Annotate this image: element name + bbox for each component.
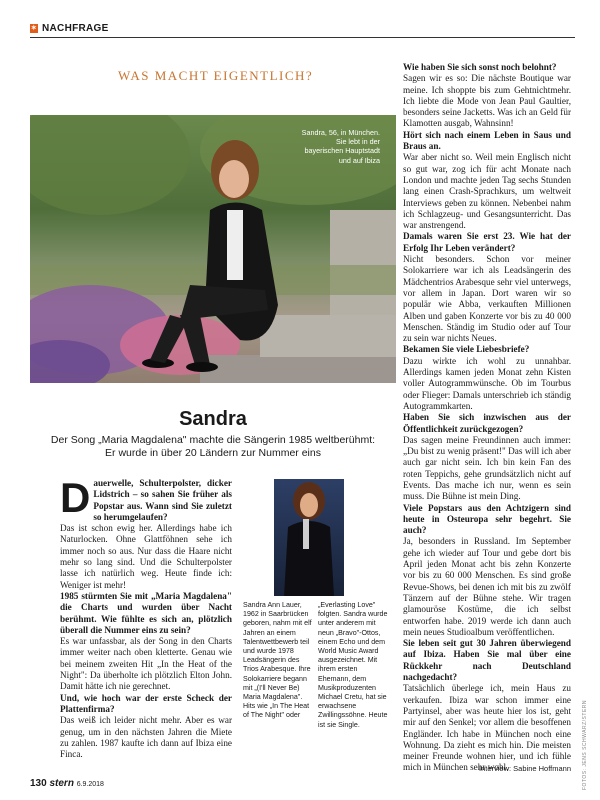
issue-date: 6.9.2018 [76,781,104,788]
question: Und, wie hoch war der erste Scheck der Plattenfirma? [60,692,232,714]
performer-photo [274,479,344,596]
answer: Das ist schon ewig her. Allerdings habe ich Naturlocken. Ohne Glattföhnen sehe ich immer noch so aus. Nur dass die Haare nicht mehr so lang sind. Und die Schulterpolster lasse ich natürlich weg. Heute finde ich: Weniger ist mehr! [60,523,232,590]
interview-credit: Interview: Sabine Hoffmann [479,764,571,773]
question: Damals waren Sie erst 23. Wie hat der Erfolg Ihr Leben verändert? [403,231,571,253]
right-column [403,62,571,774]
answer: Tatsächlich überlege ich, mein Haus zu verkaufen. Ibiza war schon immer eine Partyinsel, aber was heute hier los ist, geht mir auf den Senkel; vor allem die besoffenen Engländer. Ich habe in München noch eine Wohnung. Da zieht es mich hin. Die meisten meiner Freunde wohnen hier, und ich fühle mich in München sehr wohl. [403,683,571,773]
page-footer [30,778,104,789]
answer: Es war unfassbar, als der Song in den Charts immer weiter nach oben kletterte. Genau wie bei meinem zweiten Hit „In the Heat of the Night": Da überholte ich plötzlich Elton John. Damit hätte ich nie gerechnet. [60,636,232,692]
photo-credit [582,620,592,790]
answer: Das weiß ich leider nicht mehr. Aber es war genug, um in den nächsten Jahren die Miete zu zahlen. 1987 kaufte ich dann auf Ibiza eine Finca. [60,715,232,760]
dropcap: D [60,474,91,521]
answer: Das sagen meine Freundinnen auch immer: „Du bist zu wenig präsent!" Das will ich aber auch gar nicht sein. Ich bin kein Fan des roten Teppichs, gehe grundsätzlich nicht auf Events. Das mache ich nur, wenn es sein muss. Die Bühne ist mein Ding. [403,434,571,502]
bio-text-1: Sandra Ann Lauer, 1962 in Saarbrücken geboren, nahm mit elf Jahren an einem Talentwettbewerb teil und wurde 1978 Leadsängerin des Trios Arabesque. Ihre Solokarriere begann mit „(I'll Never Be) Maria Magdalena". Hits wie „In The Heat of The Night" oder [243,601,312,720]
answer: Nicht besonders. Schon vor meiner Solokarriere war ich als Leadsängerin des Mädchentrios Arabesque sehr viel unterwegs, vor allem in Japan. Dort waren wir so populär wie Abba, verkauften Millionen Alben und gaben Konzerte vor bis zu 40 000 Menschen. Ständig im Studio oder auf Tour zu sein war nichts Neues. [403,254,571,344]
article-title: Sandra [179,408,247,430]
bio-text-2: „Everlasting Love" folgten. Sandra wurde unter anderem mit neun „Bravo"-Ottos, einem Echo und dem World Music Award ausgezeichnet. Mit ihrem ersten Ehemann, dem Musikproduzenten Michael Cretu, hat sie erwachsene Zwillingssöhne. Heute ist sie Single. [318,601,388,729]
section-header [30,23,109,34]
question: 1985 stürmten Sie mit „Maria Magdalena" die Charts und wurden über Nacht berühmt. Wie fühlte es sich an, plötzlich überall die Nummer eins zu sein? [60,590,232,635]
header-rule [30,37,575,38]
photo-credit-text: FOTOS: JENS SCHWARZ/STERN [582,699,588,790]
question: Haben Sie sich inzwischen aus der Öffentlichkeit zurückgezogen? [403,412,571,434]
question: Hört sich nach einem Leben in Saus und Braus an. [403,129,571,152]
answer: Sagen wir es so: Die nächste Boutique war meine. Ich shoppte bis zum Gehtnichtmehr. Ich liebte die Mode von Jean Paul Gaultier, besonders seine Jacketts. Was ich an Geld für Klamotten ausgab, Wahnsinn! [403,73,571,129]
section-label: NACHFRAGE [42,23,109,34]
answer: War aber nicht so. Weil mein Englisch nicht so gut war, zog ich für acht Monate nach London und machte jeden Tag sechs Stunden lang einen Crash-Sprachkurs, um weltweit Interviews geben zu können. Nebenbei nahm ich Schlagzeug- und Gesangsunterricht. Das war anstrengend. [403,152,571,231]
question: Wie haben Sie sich sonst noch belohnt? [403,62,557,72]
article-subtitle: Der Song „Maria Magdalena" machte die Sängerin 1985 weltberühmt: Er wurde in über 20 Ländern zur Nummer eins [50,434,376,459]
performer-illustration [274,479,344,596]
kicker: WAS MACHT EIGENTLICH? [118,68,314,83]
question: Bekamen Sie viele Liebesbriefe? [403,344,530,355]
left-column [60,474,232,760]
photo-caption: Sandra, 56, in München. Sie lebt in der bayerischen Hauptstadt und auf Ibiza [301,128,380,165]
question: Viele Popstars aus den Achtzigern sind heute in Osteuropa sehr begehrt. Sie auch? [403,502,571,536]
question: auerwelle, Schulterpolster, dicker Lidstrich – so sahen Sie früher als Popstar aus. Wann sind Sie zuletzt so herumgelaufen? [93,478,232,522]
answer: Ja, besonders in Russland. Im September gehe ich wieder auf Tour und gebe dort bis April jeden Monat acht bis zehn Konzerte vor bis zu 60 000 Menschen. Es sind große Revue-Shows, bei denen ich mit bis zu zwölf Tänzern auf der Bühne stehe. Wir tragen glamouröse Kostüme, die ich selbst entworfen habe. 2019 werde ich dann auch mein neues Studioalbum veröffentlichen. [403,536,571,637]
answer: Dazu wirkte ich wohl zu unnahbar. Allerdings kamen jeden Monat zehn Kisten voller Autogrammwünsche. Ob im Tourbus oder Flieger: Damals unterschrieb ich ständig Autogrammkarten. [403,355,571,411]
page-number: 130 [30,778,47,789]
brand-name: stern [49,778,74,789]
stern-logo-icon: ✶ [30,25,38,32]
question: Sie leben seit gut 30 Jahren überwiegend auf Ibiza. Haben Sie mal über eine Rückkehr nach Deutschland nachgedacht? [403,638,571,683]
